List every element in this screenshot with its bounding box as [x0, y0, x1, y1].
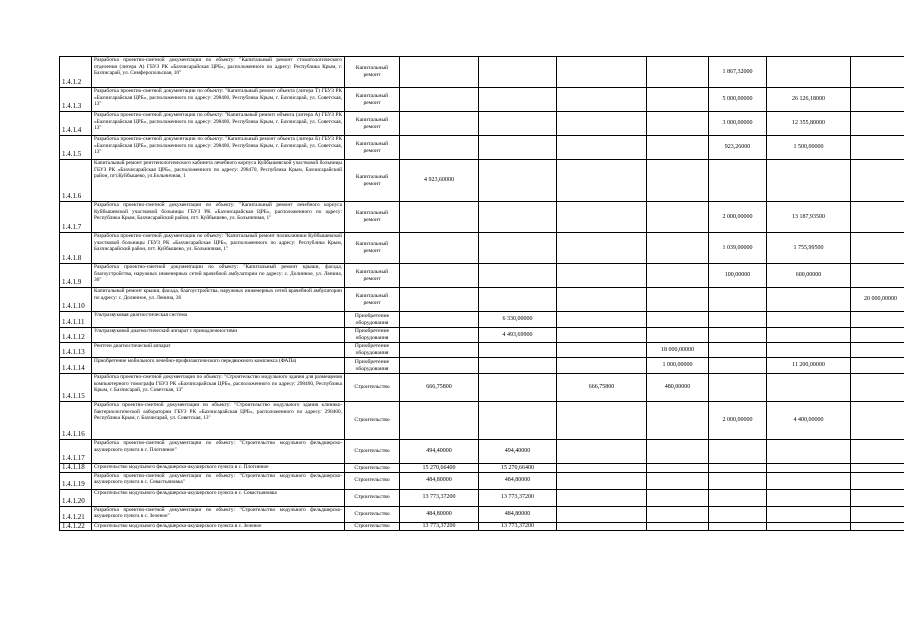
table-row [60, 312, 904, 328]
row-amount [767, 328, 851, 343]
row-amount [767, 522, 851, 531]
row-amount [557, 328, 647, 343]
row-number: 1.4.1.5 [60, 136, 92, 160]
row-amount [851, 57, 904, 88]
row-work-type: Капитальный ремонт [345, 288, 400, 312]
row-amount [557, 472, 647, 489]
row-amount [557, 522, 647, 531]
table-row [60, 288, 904, 312]
row-amount [479, 402, 557, 440]
row-amount [851, 472, 904, 489]
row-amount [400, 57, 479, 88]
row-amount: 11 200,00000 [767, 358, 851, 374]
row-amount [557, 57, 647, 88]
table-row [60, 160, 904, 202]
table-row [60, 358, 904, 374]
row-work-type: Строительство [345, 440, 400, 464]
row-amount [557, 112, 647, 136]
row-number: 1.4.1.9 [60, 264, 92, 288]
row-amount [647, 522, 709, 531]
row-amount [647, 160, 709, 202]
row-amount: 484,80000 [479, 472, 557, 489]
row-amount [400, 288, 479, 312]
row-amount [709, 489, 767, 506]
row-amount [767, 374, 851, 402]
row-number: 1.4.1.20 [60, 489, 92, 506]
row-amount [767, 288, 851, 312]
row-description: Ультразвуковой диагностический аппарат с принадлежностями [92, 328, 345, 343]
row-amount [767, 464, 851, 473]
row-description: Разработка проектно-сметной документации по объекту: "Капитальный ремонт объекта (литера Т) ГБУЗ РК «Бахчисарайская ЦРБ», расположенного по адресу: 298400, Республика Крым, г. Бахчисарай, ул. Советская, 13" [92, 88, 345, 112]
row-amount [767, 506, 851, 522]
row-work-type: Строительство [345, 522, 400, 531]
row-work-type: Строительство [345, 472, 400, 489]
table-row [60, 522, 904, 531]
row-amount [557, 160, 647, 202]
row-amount [767, 57, 851, 88]
row-amount [767, 472, 851, 489]
table-row [60, 440, 904, 464]
row-amount [647, 136, 709, 160]
row-amount [557, 136, 647, 160]
row-amount: 494,40000 [479, 440, 557, 464]
row-amount: 666,75800 [557, 374, 647, 402]
row-amount [479, 112, 557, 136]
row-amount: 484,80000 [400, 506, 479, 522]
row-amount: 13 773,37200 [400, 489, 479, 506]
row-amount [767, 312, 851, 328]
row-amount [400, 328, 479, 343]
row-amount [400, 136, 479, 160]
row-work-type: Капитальный ремонт [345, 202, 400, 233]
row-description: Разработка проектно-сметной документации по объекту: "Капитальный ремонт лечебного корпуса Куйбышевской участковой больницы ГБУЗ РК «Бахчисарайская ЦРБ», расположенного по адресу: Республика Крым, Бахчисарайский район, пгт. Куйбышево, ул. Больничная, 1" [92, 202, 345, 233]
row-work-type: Капитальный ремонт [345, 136, 400, 160]
row-amount: 600,00000 [767, 264, 851, 288]
row-work-type: Приобретение оборудования [345, 312, 400, 328]
row-amount [851, 264, 904, 288]
row-amount [400, 88, 479, 112]
row-amount [647, 489, 709, 506]
row-description: Капитальный ремонт рентгенологического кабинета лечебного корпуса Куйбышевской участковой больницы ГБУЗ РК «Бахчисарайская ЦРБ», расположенного по адресу: 298470, Республика Крым, Бахчисарайский район, пгт.Куйбышево, ул.Больничная, 1 [92, 160, 345, 202]
row-work-type: Приобретение оборудования [345, 328, 400, 343]
row-amount [557, 288, 647, 312]
row-amount: 15 270,66400 [400, 464, 479, 473]
row-number: 1.4.1.3 [60, 88, 92, 112]
row-work-type: Капитальный ремонт [345, 57, 400, 88]
row-amount [647, 57, 709, 88]
row-amount [851, 522, 904, 531]
row-amount: 2 000,00000 [709, 202, 767, 233]
row-amount [709, 343, 767, 358]
row-description: Разработка проектно-сметной документации по объекту: "Капитальный ремонт объекта (литера Б) ГБУЗ РК «Бахчисарайская ЦРБ», расположенного по адресу: 298400, Республика Крым, г. Бахчисарай, ул. Советская, 13" [92, 136, 345, 160]
row-amount [479, 288, 557, 312]
row-amount [557, 88, 647, 112]
row-description: Разработка проектно-сметной документации по объекту: "Капитальный ремонт крыши, фасада, благоустройства, наружных инженерных сетей врачебной амбулатории по адресу: с. Долинное, ул. Ленина, 36" [92, 264, 345, 288]
row-amount [709, 328, 767, 343]
row-description: Строительство модульного фельдшерско-акушерского пункта в с. Зеленое [92, 522, 345, 531]
row-amount [709, 160, 767, 202]
row-amount: 13 187,93500 [767, 202, 851, 233]
row-number: 1.4.1.19 [60, 472, 92, 489]
row-amount [709, 506, 767, 522]
row-amount [851, 233, 904, 264]
table-row [60, 57, 904, 88]
row-number: 1.4.1.15 [60, 374, 92, 402]
row-number: 1.4.1.22 [60, 522, 92, 531]
row-amount [851, 440, 904, 464]
row-amount [557, 464, 647, 473]
row-amount [709, 464, 767, 473]
row-amount: 484,80000 [479, 506, 557, 522]
row-description: Разработка проектно-сметной документации по объекту: "Капитальный ремонт стоматологического отделения (литера А) ГБУЗ РК «Бахчисарайская ЦРБ», расположенного по адресу: Республика Крым, г. Бахчисарай, ул. Симферопольская, 10" [92, 57, 345, 88]
row-amount [851, 402, 904, 440]
row-amount: 13 773,37200 [400, 522, 479, 531]
row-amount [709, 440, 767, 464]
row-amount: 666,75800 [400, 374, 479, 402]
table-row [60, 506, 904, 522]
row-amount [647, 472, 709, 489]
row-amount [400, 358, 479, 374]
row-number: 1.4.1.4 [60, 112, 92, 136]
row-amount [767, 343, 851, 358]
row-amount [767, 440, 851, 464]
row-amount [709, 522, 767, 531]
row-amount [479, 264, 557, 288]
row-amount: 2 000,00000 [709, 402, 767, 440]
row-number: 1.4.1.13 [60, 343, 92, 358]
row-amount [479, 88, 557, 112]
row-number: 1.4.1.21 [60, 506, 92, 522]
row-amount [767, 489, 851, 506]
row-number: 1.4.1.17 [60, 440, 92, 464]
row-amount: 3 000,00000 [709, 112, 767, 136]
row-amount [647, 288, 709, 312]
row-amount: 484,80000 [400, 472, 479, 489]
table-row [60, 343, 904, 358]
row-amount: 4 493,69900 [479, 328, 557, 343]
row-amount [647, 112, 709, 136]
row-amount [647, 506, 709, 522]
row-number: 1.4.1.16 [60, 402, 92, 440]
row-amount: 1 867,32000 [709, 57, 767, 88]
table-body [60, 57, 904, 531]
row-number: 1.4.1.18 [60, 464, 92, 473]
row-amount [709, 472, 767, 489]
row-amount [557, 343, 647, 358]
row-amount [851, 343, 904, 358]
table-row [60, 374, 904, 402]
row-description: Строительство модульного фельдшерско-акушерского пункта в с. Севастьяновка [92, 489, 345, 506]
row-amount [647, 264, 709, 288]
row-amount [557, 506, 647, 522]
row-amount [479, 202, 557, 233]
row-amount: 15 270,66400 [479, 464, 557, 473]
row-amount [709, 288, 767, 312]
row-amount [557, 440, 647, 464]
row-number: 1.4.1.10 [60, 288, 92, 312]
row-amount [557, 312, 647, 328]
row-amount [709, 312, 767, 328]
row-amount [851, 464, 904, 473]
budget-table [59, 56, 904, 531]
row-number: 1.4.1.2 [60, 57, 92, 88]
row-amount: 5 000,00000 [709, 88, 767, 112]
row-amount: 1 500,00000 [767, 136, 851, 160]
row-description: Разработка проектно-сметной документации по объекту: "Капитальный ремонт объекта (литера А) ГБУЗ РК «Бахчисарайская ЦРБ», расположенного по адресу: 298400, Республика Крым, г. Бахчисарай, ул. Советская, 13" [92, 112, 345, 136]
row-amount [400, 343, 479, 358]
row-description: Рентген диагностический аппарат [92, 343, 345, 358]
row-amount [557, 489, 647, 506]
row-amount [767, 160, 851, 202]
row-amount: 923,26000 [709, 136, 767, 160]
row-work-type: Капитальный ремонт [345, 112, 400, 136]
row-description: Капитальный ремонт крыши, фасада, благоустройства, наружных инженерных сетей врачебной амбулатории по адресу: с. Долинное, ул. Ленина, 36 [92, 288, 345, 312]
row-work-type: Строительство [345, 374, 400, 402]
row-amount [557, 264, 647, 288]
row-amount [709, 374, 767, 402]
table-row [60, 464, 904, 473]
row-amount [647, 202, 709, 233]
row-amount: 18 000,00000 [647, 343, 709, 358]
row-amount: 13 773,37200 [479, 489, 557, 506]
row-number: 1.4.1.6 [60, 160, 92, 202]
row-description: Разработка проектно-сметной документации по объекту: "Строительство модульного фельдшерско-акушерского пункта в с. Плотинное" [92, 440, 345, 464]
row-amount [479, 343, 557, 358]
row-work-type: Приобретение оборудования [345, 343, 400, 358]
row-amount: 480,00000 [647, 374, 709, 402]
row-amount [400, 264, 479, 288]
row-work-type: Строительство [345, 402, 400, 440]
row-amount: 6 330,00000 [479, 312, 557, 328]
row-amount [647, 440, 709, 464]
table-row [60, 88, 904, 112]
row-amount [647, 328, 709, 343]
table-row [60, 328, 904, 343]
row-amount [709, 358, 767, 374]
row-description: Строительство модульного фельдшерско-акушерского пункта в с. Плотинное [92, 464, 345, 473]
row-amount [851, 489, 904, 506]
row-amount: 494,40000 [400, 440, 479, 464]
table-row [60, 402, 904, 440]
row-amount [647, 464, 709, 473]
row-amount [647, 312, 709, 328]
row-amount [400, 402, 479, 440]
row-work-type: Строительство [345, 464, 400, 473]
row-amount: 1 755,99500 [767, 233, 851, 264]
row-amount [479, 233, 557, 264]
row-amount [479, 358, 557, 374]
row-amount [557, 402, 647, 440]
row-amount [647, 88, 709, 112]
row-amount [557, 202, 647, 233]
row-amount [851, 136, 904, 160]
row-work-type: Строительство [345, 489, 400, 506]
row-amount [851, 312, 904, 328]
row-amount: 1 039,00000 [709, 233, 767, 264]
row-work-type: Приобретение оборудования [345, 358, 400, 374]
row-description: Разработка проектно-сметной документации по объекту: "Капитальный ремонт поликлиники Куйбышевской участковой больницы ГБУЗ РК «Бахчисарайская ЦРБ», расположенного по адресу: Республика Крым, Бахчисарайский район, пгт. Куйбышево, ул. Больничная, 1" [92, 233, 345, 264]
row-amount [479, 374, 557, 402]
row-work-type: Капитальный ремонт [345, 233, 400, 264]
row-amount [851, 358, 904, 374]
table-row [60, 233, 904, 264]
row-description: Разработка проектно-сметной документации по объекту: "Строительство модульного здания клинико-бактериологической лаборатории ГБУЗ РК «Бахчисарайская ЦРБ», расположенного по адресу: 298400, Республика Крым, г. Бахчисарай, ул. Советская, 13" [92, 402, 345, 440]
row-description: Ультразвуковая диагностическая система [92, 312, 345, 328]
row-amount: 12 355,80000 [767, 112, 851, 136]
row-work-type: Капитальный ремонт [345, 264, 400, 288]
row-work-type: Строительство [345, 506, 400, 522]
row-amount [479, 136, 557, 160]
table-row [60, 264, 904, 288]
row-amount: 4 400,00000 [767, 402, 851, 440]
row-amount [647, 402, 709, 440]
row-amount [557, 233, 647, 264]
row-description: Разработка проектно-сметной документации по объекту: "Строительство модульного фельдшерско-акушерского пункта в с. Зеленое" [92, 506, 345, 522]
table-row [60, 202, 904, 233]
row-amount: 26 126,18000 [767, 88, 851, 112]
row-amount [851, 88, 904, 112]
row-number: 1.4.1.14 [60, 358, 92, 374]
table-row [60, 472, 904, 489]
row-amount [400, 112, 479, 136]
row-amount [400, 312, 479, 328]
row-amount [479, 57, 557, 88]
table-row [60, 136, 904, 160]
row-work-type: Капитальный ремонт [345, 160, 400, 202]
row-amount: 13 773,37200 [479, 522, 557, 531]
row-amount [851, 506, 904, 522]
table-row [60, 489, 904, 506]
row-amount [479, 160, 557, 202]
row-amount: 20 000,00000 [851, 288, 904, 312]
row-number: 1.4.1.8 [60, 233, 92, 264]
row-amount [851, 328, 904, 343]
row-amount: 100,00000 [709, 264, 767, 288]
row-number: 1.4.1.7 [60, 202, 92, 233]
row-amount [647, 233, 709, 264]
row-amount [851, 112, 904, 136]
row-description: Разработка проектно-сметной документации по объекту: "Строительство модульного фельдшерско-акушерского пункта в с. Севастьяновка" [92, 472, 345, 489]
row-amount: 4 923,60000 [400, 160, 479, 202]
row-number: 1.4.1.12 [60, 328, 92, 343]
row-amount [851, 374, 904, 402]
row-amount [400, 233, 479, 264]
row-work-type: Капитальный ремонт [345, 88, 400, 112]
table-row [60, 112, 904, 136]
row-number: 1.4.1.11 [60, 312, 92, 328]
row-description: Приобретение мобильного лечебно-профилактического передвижного комплекса (ФАПа) [92, 358, 345, 374]
row-amount [557, 358, 647, 374]
row-description: Разработка проектно-сметной документации по объекту: "Строительство модульного здания для размещения компьютерного томографа ГБУЗ РК «Бахчисарайская ЦРБ», расположенного по адресу: 298400, Республика Крым, г. Бахчисарай, ул. Советская, 13" [92, 374, 345, 402]
row-amount [851, 160, 904, 202]
row-amount [400, 202, 479, 233]
row-amount [851, 202, 904, 233]
row-amount: 1 000,00000 [647, 358, 709, 374]
